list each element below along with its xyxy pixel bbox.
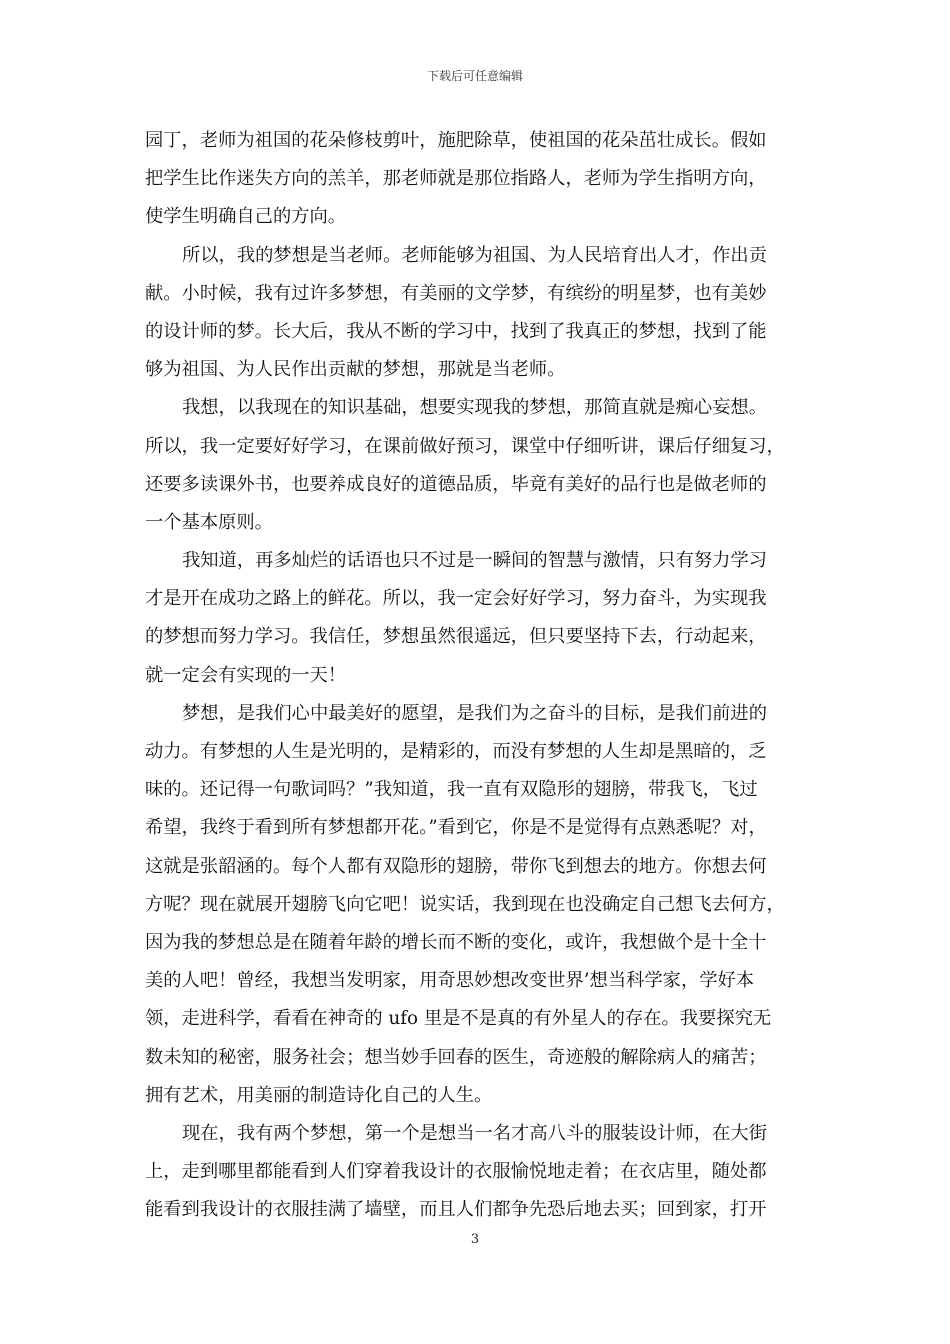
text-line: 味的。还记得一句歌词吗？”我知道，我一直有双隐形的翅膀，带我飞，飞过 [145, 779, 758, 801]
text-line: 上，走到哪里都能看到人们穿着我设计的衣服愉悦地走着；在衣店里，随处都 [145, 1161, 767, 1183]
text-line: 一个基本原则。 [145, 511, 273, 533]
text-line: 现在，我有两个梦想，第一个是想当一名才高八斗的服装设计师，在大街 [182, 1122, 767, 1144]
text-line: 献。小时候，我有过许多梦想，有美丽的文学梦，有缤纷的明星梦，也有美妙 [145, 282, 767, 304]
text-line: 动力。有梦想的人生是光明的，是精彩的，而没有梦想的人生却是黑暗的，乏 [145, 741, 767, 762]
text-line: 希望，我终于看到所有梦想都开花。”看到它，你是不是觉得有点熟悉呢？对， [145, 817, 767, 839]
text-line: 够为祖国、为人民作出贡献的梦想，那就是当老师。 [145, 359, 566, 381]
text-line: 拥有艺术，用美丽的制造诗化自己的人生。 [145, 1084, 493, 1106]
text-line: 把学生比作迷失方向的羔羊，那老师就是那位指路人，老师为学生指明方向， [145, 168, 767, 190]
text-line: 的设计师的梦。长大后，我从不断的学习中，找到了我真正的梦想，找到了能 [145, 320, 767, 342]
text-line: 我想，以我现在的知识基础，想要实现我的梦想，那简直就是痴心妄想。 [182, 397, 767, 419]
text-line: 所以，我一定要好好学习，在课前做好预习，课堂中仔细听讲，课后仔细复习， [145, 435, 785, 457]
text-line: 因为我的梦想总是在随着年龄的增长而不断的变化，或许，我想做个是十全十 [145, 931, 767, 953]
text-line: 才是开在成功之路上的鲜花。所以，我一定会好好学习，努力奋斗，为实现我 [145, 588, 767, 610]
text-line: 能看到我设计的衣服挂满了墙壁，而且人们都争先恐后地去买；回到家，打开 [145, 1199, 767, 1221]
text-line: 我知道，再多灿烂的话语也只不过是一瞬间的智慧与激情，只有努力学习 [182, 550, 767, 572]
body-text [145, 122, 809, 1229]
text-line: 的梦想而努力学习。我信任，梦想虽然很遥远，但只要坚持下去，行动起来， [145, 626, 767, 648]
page-header: 下载后可任意编辑 [426, 69, 523, 83]
text-line: 美的人吧！曾经，我想当发明家，用奇思妙想改变世界’想当科学家，学好本 [145, 970, 755, 992]
page-number: 3 [470, 1232, 480, 1247]
text-line: 领，走进科学，看看在神奇的 ufo 里是不是真的有外星人的存在。我要探究无 [145, 1008, 772, 1030]
text-line: 园丁，老师为祖国的花朵修枝剪叶，施肥除草，使祖国的花朵茁壮成长。假如 [145, 130, 767, 151]
text-line: 这就是张韶涵的。每个人都有双隐形的翅膀，带你飞到想去的地方。你想去何 [145, 855, 767, 877]
text-line: 梦想，是我们心中最美好的愿望，是我们为之奋斗的目标，是我们前进的 [182, 702, 767, 724]
text-line: 使学生明确自己的方向。 [145, 206, 347, 228]
text-line: 所以，我的梦想是当老师。老师能够为祖国、为人民培育出人才，作出贡 [182, 244, 767, 266]
text-line: 数未知的秘密，服务社会；想当妙手回春的医生，奇迹般的解除病人的痛苦； [145, 1046, 767, 1068]
text-line: 方呢？现在就展开翅膀飞向它吧！说实话，我到现在也没确定自己想飞去何方， [145, 893, 785, 915]
text-line: 还要多读课外书，也要养成良好的道德品质，毕竟有美好的品行也是做老师的 [145, 473, 767, 495]
text-line: 就一定会有实现的一天！ [145, 664, 347, 686]
